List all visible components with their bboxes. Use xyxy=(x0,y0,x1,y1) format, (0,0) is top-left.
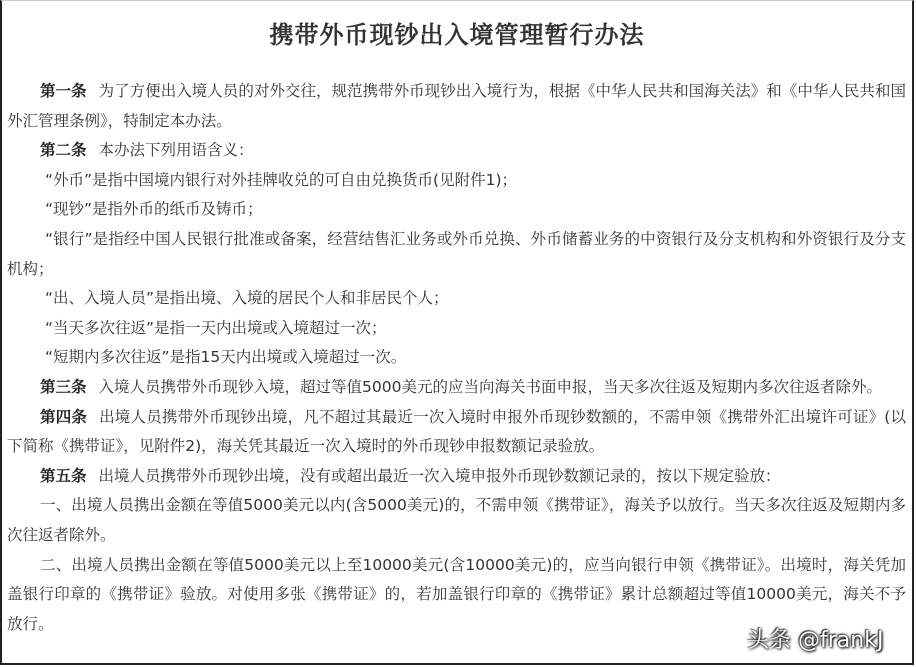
article-label: 第五条 xyxy=(40,466,87,485)
article-label: 第四条 xyxy=(40,407,88,426)
paragraph-text: 出境人员携带外币现钞出境，凡不超过其最近一次入境时申报外币现钞数额的，不需申领《携带外汇出境许可证》(以下简称《携带证》，见附件2)，海关凭其最近一次入境时的外币现钞申报数额记录验放。 xyxy=(7,407,906,456)
paragraph-text: “短期内多次往返”是指15天内出境或入境超过一次。 xyxy=(45,348,407,367)
paragraph-article-1 xyxy=(7,77,906,136)
paragraph-text: 出境人员携带外币现钞出境，没有或超出最近一次入境申报外币现钞数额记录的，按以下规定验放： xyxy=(98,466,781,485)
article-label: 第二条 xyxy=(40,141,87,160)
paragraph-article-4 xyxy=(7,403,906,462)
definition-cash xyxy=(7,195,906,225)
paragraph-article-5 xyxy=(7,462,906,492)
article-label: 第一条 xyxy=(40,82,87,100)
paragraph-text: “现钞”是指外币的纸币及铸币； xyxy=(45,200,263,219)
paragraph-text: 二、出境人员携出金额在等值5000美元以上至10000美元(含10000美元)的，应当向银行申领《携带证》。出境时，海关凭加盖银行印章的《携带证》验放。对使用多张《携带证》的，若加盖银行印章的《携带证》累计总额超过等值10000美元，海关不予放行。 xyxy=(7,555,906,633)
clause-one xyxy=(7,491,906,550)
paragraph-text: 本办法下列用语含义： xyxy=(98,141,254,160)
document-body xyxy=(7,77,906,639)
paragraph-text: 入境人员携带外币现钞入境，超过等值5000美元的应当向海关书面申报，当天多次往返及短期内多次往返者除外。 xyxy=(98,377,882,396)
definition-bank xyxy=(7,225,906,284)
definition-foreign-currency xyxy=(7,166,906,196)
paragraph-text: “当天多次往返”是指一天内出境或入境超过一次； xyxy=(45,318,387,337)
definition-travelers xyxy=(7,284,906,314)
paragraph-text: 一、出境人员携出金额在等值5000美元以内(含5000美元)的，不需申领《携带证》，海关予以放行。当天多次往返及短期内多次往返者除外。 xyxy=(7,496,906,544)
definition-same-day-trips xyxy=(7,314,906,344)
article-label: 第三条 xyxy=(40,377,87,396)
watermark: 头条 @frankJ xyxy=(747,628,884,653)
paragraph-text: “出、入境人员”是指出境、入境的居民个人和非居民个人； xyxy=(45,289,449,308)
paragraph-article-3 xyxy=(7,373,906,403)
document-title: 携带外币现钞出入境管理暂行办法 xyxy=(269,20,645,49)
paragraph-article-2 xyxy=(7,136,906,166)
definition-short-term-trips xyxy=(7,343,906,373)
paragraph-text: “银行”是指经中国人民银行批准或备案，经营结售汇业务或外币兑换、外币储蓄业务的中资银行及分支机构和外资银行及分支机构； xyxy=(7,229,906,278)
paragraph-text: 为了方便出入境人员的对外交往，规范携带外币现钞出入境行为，根据《中华人民共和国海关法》和《中华人民共和国外汇管理条例》，特制定本办法。 xyxy=(7,82,906,130)
paragraph-text: “外币”是指中国境内银行对外挂牌收兑的可自由兑换货币(见附件1)； xyxy=(45,170,518,189)
